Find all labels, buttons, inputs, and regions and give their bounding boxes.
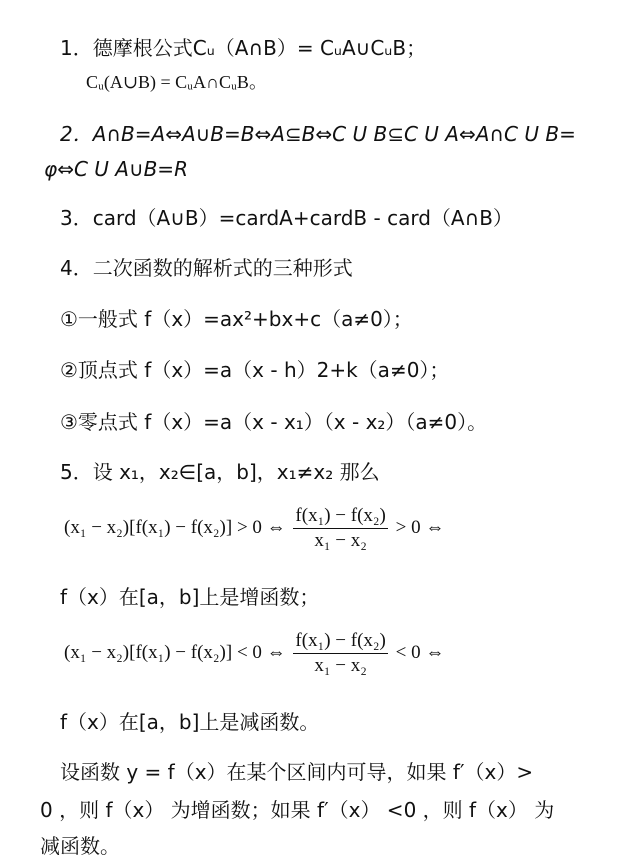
inc-fraction-num: f(x₁) − f(x₂) [293, 504, 387, 529]
inc-text: f（x）在[a，b]上是增函数； [60, 585, 320, 609]
item6-line3: 减函数。 [40, 834, 120, 858]
inc-right: > 0 ⇔ [395, 517, 445, 538]
item2-line2: φ⇔C U A∪B=R [44, 157, 188, 181]
dec-text: f（x）在[a，b]上是减函数。 [60, 710, 320, 734]
item4-vertex: ②顶点式 f（x）=a（x - h）2+k（a≠0）； [60, 358, 450, 382]
item4-zero: ③零点式 f（x）=a（x - x₁）（x - x₂）（a≠0）。 [60, 410, 488, 434]
inc-fraction-den: x₁ − x₂ [314, 530, 367, 552]
item6-line2: 0 ，则 f（x） 为增函数；如果 f′（x） <0 ，则 f（x） 为 [40, 798, 555, 822]
item4-title: 4．二次函数的解析式的三种形式 [60, 256, 353, 280]
item3-text: 3．card（A∪B）=cardA+cardB - card（A∩B） [60, 206, 513, 230]
increasing-condition [64, 500, 640, 556]
item6-line1: 设函数 y = f（x）在某个区间内可导，如果 f′（x）> [60, 760, 534, 784]
item5-intro: 5．设 x₁，x₂∈[a，b]，x₁≠x₂ 那么 [60, 460, 380, 484]
item1-text: 1．德摩根公式Cᵤ（A∩B）= CᵤA∪CᵤB； [60, 36, 427, 60]
dec-fraction-num: f(x₁) − f(x₂) [293, 629, 387, 654]
item2-line1: 2．A∩B=A⇔A∪B=B⇔A⊆B⇔C U B⊆C U A⇔A∩C U B= [60, 122, 576, 146]
inc-fraction [293, 504, 387, 553]
item4-general: ①一般式 f（x）=ax²+bx+c（a≠0）； [60, 307, 413, 331]
item1-formula: Cᵤ(A∪B) = CᵤA∩CᵤB。 [86, 72, 267, 92]
decreasing-condition [64, 625, 640, 681]
dec-fraction-den: x₁ − x₂ [314, 655, 367, 677]
inc-left: (x₁ − x₂)[f(x₁) − f(x₂)] > 0 ⇔ [64, 517, 286, 538]
dec-fraction [293, 629, 387, 678]
dec-left: (x₁ − x₂)[f(x₁) − f(x₂)] < 0 ⇔ [64, 642, 286, 663]
dec-right: < 0 ⇔ [395, 642, 445, 663]
